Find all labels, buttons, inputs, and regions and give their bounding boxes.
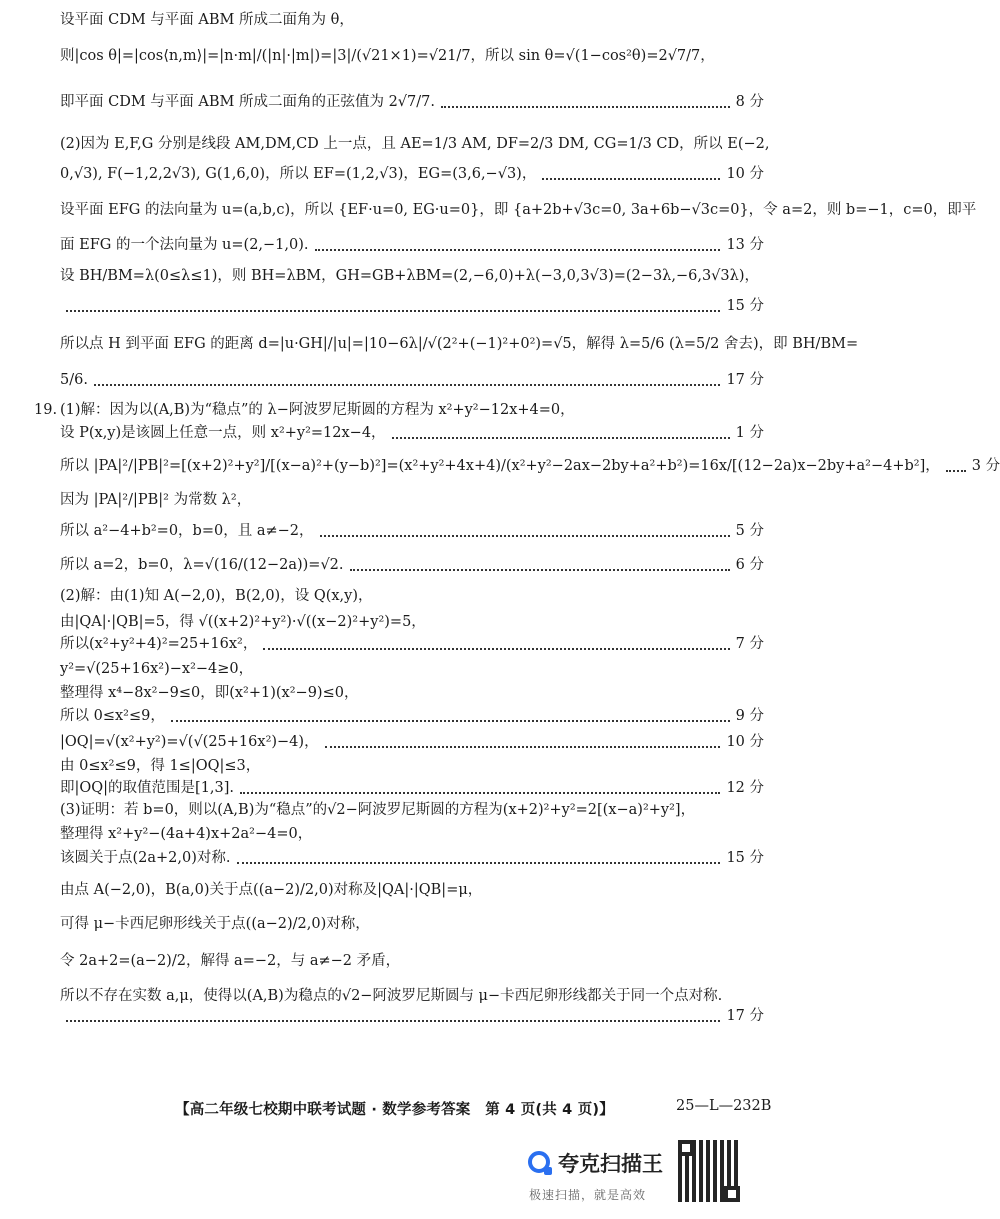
line-text: 因为 |PA|²/|PB|² 为常数 λ²， bbox=[60, 492, 252, 508]
leader-dots bbox=[240, 792, 720, 794]
line-text: 由点 A(−2,0)，B(a,0)关于点((a−2)/2,0)对称及|QA|·|QB|=μ， bbox=[60, 882, 483, 898]
line-text: 5/6. bbox=[60, 372, 88, 388]
line-text: 所以(x²+y²+4)²=25+16x²， bbox=[60, 636, 258, 652]
solution-line bbox=[60, 456, 1000, 476]
solution-line bbox=[60, 555, 764, 575]
solution-line bbox=[60, 1006, 764, 1026]
page-footer-title: 【高二年级七校期中联考试题 · 数学参考答案 第 4 页(共 4 页)】 bbox=[175, 1102, 614, 1118]
line-text: (1)解：因为以(A,B)为“稳点”的 λ−阿波罗尼斯圆的方程为 x²+y²−12x+4=0， bbox=[60, 402, 575, 418]
line-text: 所以 a=2，b=0，λ=√(16/(12−2a))=√2. bbox=[60, 557, 344, 573]
question-number-19: 19. bbox=[34, 402, 58, 418]
solution-line bbox=[60, 800, 764, 820]
line-text: 所以 |PA|²/|PB|²=[(x+2)²+y²]/[(x−a)²+(y−b)²]=(x²+y²+4x+4)/(x²+y²−2ax−2by+a²+b²)=16x/[(12−2a)x−2by+a²−4+b²]， bbox=[60, 458, 940, 474]
score-label: 13 分 bbox=[726, 237, 764, 253]
solution-line bbox=[60, 756, 764, 776]
line-text: 设 BH/BM=λ(0≤λ≤1)，则 BH=λBM，GH=GB+λBM=(2,−6,0)+λ(−3,0,3√3)=(2−3λ,−6,3√3λ)， bbox=[60, 268, 759, 284]
score-label: 8 分 bbox=[735, 94, 764, 110]
leader-dots bbox=[237, 862, 721, 864]
line-text: 令 2a+2=(a−2)/2，解得 a=−2，与 a≠−2 矛盾， bbox=[60, 953, 401, 969]
watermark-brand: 夸克扫描王 bbox=[558, 1152, 663, 1176]
score-label: 17 分 bbox=[726, 372, 764, 388]
line-text: (2)因为 E,F,G 分别是线段 AM,DM,CD 上一点，且 AE=1/3 AM, DF=2/3 DM, CG=1/3 CD，所以 E(−2, bbox=[60, 136, 770, 152]
line-text: 设平面 CDM 与平面 ABM 所成二面角为 θ， bbox=[60, 12, 354, 28]
leader-dots bbox=[263, 648, 729, 650]
line-text: 0,√3), F(−1,2,2√3), G(1,6,0)，所以 EF=(1,2,√3)，EG=(3,6,−√3)， bbox=[60, 166, 537, 182]
solution-line bbox=[60, 986, 764, 1006]
leader-dots bbox=[542, 178, 720, 180]
solution-line bbox=[60, 370, 764, 390]
solution-line bbox=[60, 586, 764, 606]
line-text: 该圆关于点(2a+2,0)对称. bbox=[60, 850, 231, 866]
line-text: 则|cos θ|=|cos⟨n,m⟩|=|n·m|/(|n|·|m|)=|3|/(√21×1)=√21/7，所以 sin θ=√(1−cos²θ)=2√7/7， bbox=[60, 48, 715, 64]
leader-dots bbox=[66, 1020, 720, 1022]
score-label: 15 分 bbox=[726, 850, 764, 866]
solution-line bbox=[60, 778, 764, 798]
quark-logo-icon bbox=[528, 1151, 550, 1173]
score-label: 6 分 bbox=[735, 557, 764, 573]
line-text: 即|OQ|的取值范围是[1,3]. bbox=[60, 780, 235, 796]
score-label: 15 分 bbox=[726, 298, 764, 314]
solution-line bbox=[60, 200, 977, 220]
leader-dots bbox=[94, 384, 720, 386]
paper-code: 25—L—232B bbox=[676, 1098, 772, 1114]
solution-line bbox=[60, 400, 764, 420]
line-text: 整理得 x²+y²−(4a+4)x+2a²−4=0， bbox=[60, 826, 313, 842]
leader-dots bbox=[320, 535, 730, 537]
score-label: 5 分 bbox=[735, 523, 764, 539]
solution-line bbox=[60, 490, 764, 510]
solution-line bbox=[60, 164, 764, 184]
solution-line bbox=[60, 824, 764, 844]
solution-line bbox=[60, 880, 764, 900]
line-text: |OQ|=√(x²+y²)=√(√(25+16x²)−4)， bbox=[60, 734, 319, 750]
solution-line bbox=[60, 683, 764, 703]
leader-dots bbox=[315, 249, 721, 251]
score-label: 10 分 bbox=[726, 734, 764, 750]
line-text: 所以点 H 到平面 EFG 的距离 d=|u·GH|/|u|=|10−6λ|/√(2²+(−1)²+0²)=√5，解得 λ=5/6 (λ=5/2 舍去)，即 BH/BM= bbox=[60, 336, 859, 352]
leader-dots bbox=[66, 310, 720, 312]
leader-dots bbox=[171, 720, 730, 722]
line-text: 设平面 EFG 的法向量为 u=(a,b,c)，所以 {EF·u=0, EG·u=0}，即 {a+2b+√3c=0, 3a+6b−√3c=0}，令 a=2，则 b=−1，c=0，即平 bbox=[60, 202, 977, 218]
solution-line bbox=[60, 10, 764, 30]
solution-line bbox=[60, 334, 859, 354]
solution-line bbox=[60, 423, 764, 443]
solution-line bbox=[60, 235, 764, 255]
solution-line bbox=[60, 612, 764, 632]
line-text: 即平面 CDM 与平面 ABM 所成二面角的正弦值为 2√7/7. bbox=[60, 94, 435, 110]
line-text: 所以 0≤x²≤9， bbox=[60, 708, 165, 724]
leader-dots bbox=[946, 470, 966, 472]
leader-dots bbox=[325, 746, 721, 748]
line-text: 所以不存在实数 a,μ，使得以(A,B)为稳点的√2−阿波罗尼斯圆与 μ−卡西尼卵形线都关于同一个点对称. bbox=[60, 988, 723, 1004]
line-text: (3)证明：若 b=0，则以(A,B)为“稳点”的√2−阿波罗尼斯圆的方程为(x+2)²+y²=2[(x−a)²+y²]， bbox=[60, 802, 696, 818]
solution-line bbox=[60, 951, 764, 971]
line-text: 整理得 x⁴−8x²−9≤0，即(x²+1)(x²−9)≤0， bbox=[60, 685, 359, 701]
score-label: 17 分 bbox=[726, 1008, 764, 1024]
leader-dots bbox=[350, 569, 730, 571]
solution-line bbox=[60, 848, 764, 868]
qr-code-icon bbox=[678, 1140, 740, 1202]
score-label: 12 分 bbox=[726, 780, 764, 796]
solution-line bbox=[60, 914, 764, 934]
solution-line bbox=[60, 521, 764, 541]
line-text: 所以 a²−4+b²=0，b=0，且 a≠−2， bbox=[60, 523, 314, 539]
solution-line bbox=[60, 659, 764, 679]
line-text: 由|QA|·|QB|=5，得 √((x+2)²+y²)·√((x−2)²+y²)=5， bbox=[60, 614, 426, 630]
watermark-tagline: 极速扫描，就是高效 bbox=[529, 1188, 647, 1202]
solution-line bbox=[60, 296, 764, 316]
solution-line bbox=[60, 134, 770, 154]
solution-line bbox=[60, 732, 764, 752]
line-text: 可得 μ−卡西尼卵形线关于点((a−2)/2,0)对称， bbox=[60, 916, 370, 932]
solution-line bbox=[60, 92, 764, 112]
leader-dots bbox=[392, 437, 730, 439]
score-label: 3 分 bbox=[971, 458, 1000, 474]
line-text: 设 P(x,y)是该圆上任意一点，则 x²+y²=12x−4， bbox=[60, 425, 386, 441]
solution-line bbox=[60, 46, 764, 66]
line-text: y²=√(25+16x²)−x²−4≥0， bbox=[60, 661, 254, 677]
line-text: (2)解：由(1)知 A(−2,0)，B(2,0)，设 Q(x,y)， bbox=[60, 588, 373, 604]
score-label: 9 分 bbox=[735, 708, 764, 724]
score-label: 1 分 bbox=[735, 425, 764, 441]
solution-line bbox=[60, 266, 764, 286]
score-label: 7 分 bbox=[735, 636, 764, 652]
line-text: 由 0≤x²≤9，得 1≤|OQ|≤3， bbox=[60, 758, 261, 774]
solution-line bbox=[60, 634, 764, 654]
leader-dots bbox=[441, 106, 730, 108]
line-text: 面 EFG 的一个法向量为 u=(2,−1,0). bbox=[60, 237, 309, 253]
solution-line bbox=[60, 706, 764, 726]
score-label: 10 分 bbox=[726, 166, 764, 182]
